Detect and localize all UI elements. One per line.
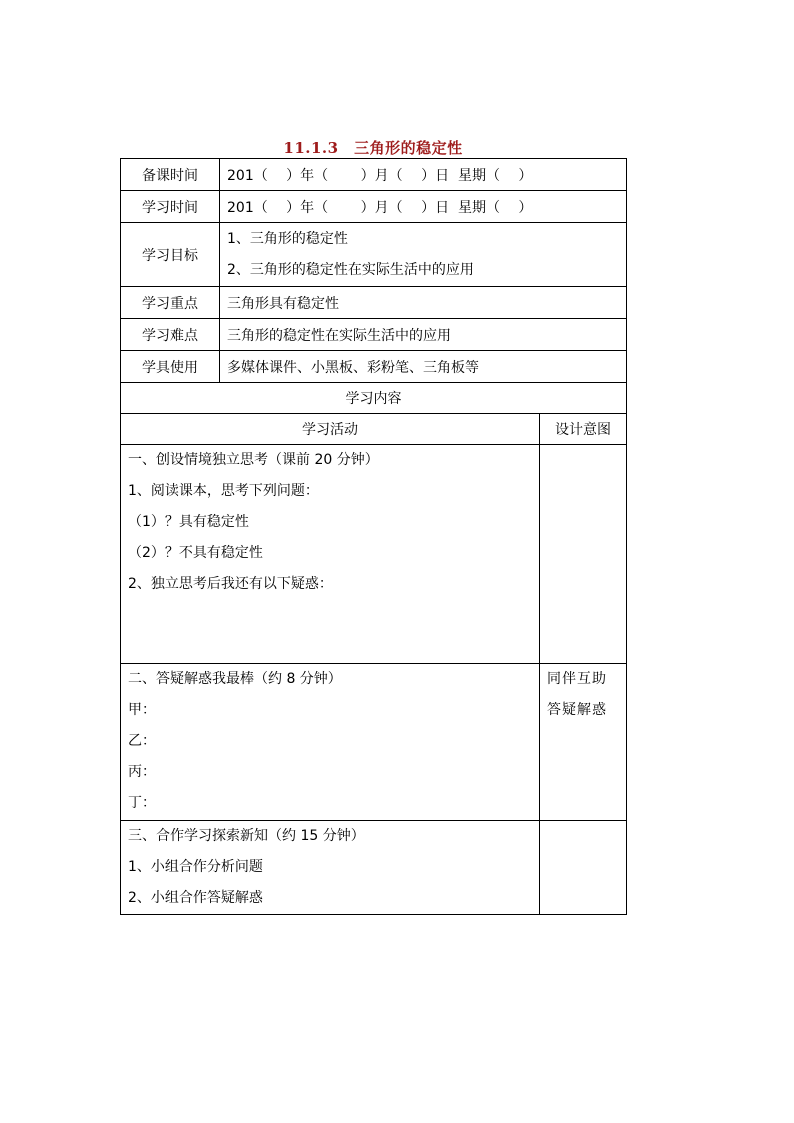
section-activity — [121, 821, 540, 915]
content-header-row — [121, 383, 627, 414]
difficulty-label: 学习难点 — [121, 319, 220, 351]
prep-time-label: 备课时间 — [121, 159, 220, 191]
activity-line: 丙： — [128, 764, 156, 780]
key-point-row — [121, 287, 627, 319]
activity-line: 三、合作学习探索新知（约 15 分钟） — [128, 828, 365, 844]
activity-line: 2、小组合作答疑解惑 — [128, 890, 263, 906]
activity-column-header: 学习活动 — [121, 414, 540, 445]
goals-value — [220, 223, 627, 287]
activity-line: （2）？不具有稳定性 — [128, 545, 263, 561]
document-title: 11.1.3 三角形的稳定性 — [283, 139, 463, 157]
difficulty-value: 三角形的稳定性在实际生活中的应用 — [220, 319, 627, 351]
section-activity — [121, 664, 540, 821]
section-row-3 — [121, 821, 627, 915]
activity-line: 2、独立思考后我还有以下疑惑： — [128, 576, 333, 592]
prep-time-value: 201（ ）年（ ）月（ ）日 星期（ ） — [220, 159, 627, 191]
study-time-value: 201（ ）年（ ）月（ ）日 星期（ ） — [220, 191, 627, 223]
activity-line: 一、创设情境独立思考（课前 20 分钟） — [128, 452, 379, 468]
section-intent — [540, 445, 627, 664]
key-point-label: 学习重点 — [121, 287, 220, 319]
study-time-label: 学习时间 — [121, 191, 220, 223]
goal-item: 2、三角形的稳定性在实际生活中的应用 — [227, 261, 474, 278]
section-row-2 — [121, 664, 627, 821]
difficulty-row — [121, 319, 627, 351]
content-header: 学习内容 — [121, 383, 627, 414]
activity-line: 丁： — [128, 795, 156, 811]
lesson-plan-table — [120, 158, 627, 915]
activity-line: 二、答疑解惑我最棒（约 8 分钟） — [128, 671, 342, 687]
tools-label: 学具使用 — [121, 351, 220, 383]
key-point-value: 三角形具有稳定性 — [220, 287, 627, 319]
study-time-row — [121, 191, 627, 223]
section-activity — [121, 445, 540, 664]
tools-value: 多媒体课件、小黑板、彩粉笔、三角板等 — [220, 351, 627, 383]
tools-row — [121, 351, 627, 383]
column-header-row — [121, 414, 627, 445]
goal-item: 1、三角形的稳定性 — [227, 230, 348, 247]
section-intent — [540, 664, 627, 821]
section-row-1 — [121, 445, 627, 664]
goals-label: 学习目标 — [121, 223, 220, 287]
activity-line: 甲： — [128, 702, 156, 718]
activity-line: 1、小组合作分析问题 — [128, 859, 263, 875]
section-intent — [540, 821, 627, 915]
intent-text: 同伴互助答疑解惑 — [547, 671, 607, 718]
activity-line: 乙： — [128, 733, 156, 749]
activity-line: 1、阅读课本，思考下列问题： — [128, 483, 319, 499]
intent-column-header: 设计意图 — [540, 414, 627, 445]
goals-row — [121, 223, 627, 287]
activity-line: （1）？具有稳定性 — [128, 514, 249, 530]
prep-time-row — [121, 159, 627, 191]
